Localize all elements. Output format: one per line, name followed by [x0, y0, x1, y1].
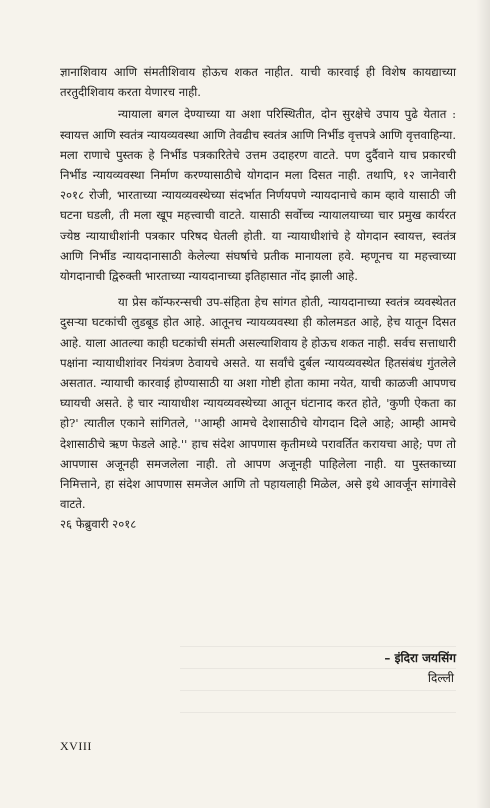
paragraph-press-conference: या प्रेस कॉन्फरन्सची उप-संहिता हेच सांगत होती, न्यायदानाच्या स्वतंत्र व्यवस्थेतत दुसऱ्या घटकांची लुडबूड होत आहे. आतूनच न्यायव्यवस्था ही कोलमडत आहे, हेच यातून दिसत आहे. याला आतल्या काही घटकांची संमती असल्याशिवाय हे होऊच शकत नाही. सर्वच सत्ताधारी पक्षांना न्यायाधीशांवर नियंत्रण ठेवायचे असते. या सर्वांचे दुर्बल न्यायव्यवस्थेत हितसंबंध गुंतलेले असतात. न्यायाची कारवाई होण्यासाठी या अशा गोष्टी होता कामा नयेत, याची काळजी आपणच घ्यायची असते. हे चार न्यायाधीश न्यायव्यवस्थेच्या आतून घंटानाद करत होते, 'कुणी ऐकता का हो?' त्यातील एकाने सांगितले, ''आम्ही आमचे देशासाठीचे योगदान दिले आहे; आम्ही आमचे देशासाठीचे ऋण फेडले आहे.'' हाच संदेश आपणास कृतीमध्ये परावर्तित करायचा आहे; पण तो आपणास अजूनही समजलेला नाही. तो आपण अजूनही पाहिलेला नाही. या पुस्तकाच्या निमित्ताने, हा संदेश आपणास समजेल आणि तो पहायलाही मिळेल, असे इथे आवर्जून सांगावेसे वाटते. — [60, 295, 456, 512]
show-through-line — [180, 712, 456, 713]
author-signature: – इंदिरा जयसिंग — [384, 651, 456, 665]
author-place: दिल्ली — [427, 671, 454, 685]
paragraph-continued: ज्ञानाशिवाय आणि संमतीशिवाय होऊच शकत नाहीत. याची कारवाई ही विशेष कायद्याच्या तरतुदीशिवाय करता येणारच नाही. — [60, 65, 456, 100]
page-number: XVIII — [60, 739, 92, 753]
show-through-line — [180, 690, 456, 691]
page-body-text — [60, 62, 456, 535]
show-through-line — [180, 646, 456, 647]
paragraph-safeguards: न्यायाला बगल देण्याच्या या अशा परिस्थितीत, दोन सुरक्षेचे उपाय पुढे येतात : स्वायत्त आणि स्वतंत्र न्यायव्यवस्था आणि तेवढीच स्वतंत्र आणि निर्भीड वृत्तपत्रे आणि वृत्तवाहिन्या. मला राणाचे पुस्तक हे निर्भीड पत्रकारितेचे उत्तम उदाहरण वाटते. पण दुर्दैवाने याच प्रकारची निर्भीड न्यायव्यवस्था निर्माण करण्यासाठीचे योगदान मला दिसत नाही. तथापि, १२ जानेवारी २०१८ रोजी, भारताच्या न्यायव्यवस्थेच्या संदर्भात निर्णयपणे न्यायदानाचे काम व्हावे यासाठी जी घटना घडली, ती मला खूप महत्त्वाची वाटते. यासाठी सर्वोच्च न्यायालयाच्या चार प्रमुख कार्यरत ज्येष्ठ न्यायाधीशांनी पत्रकार परिषद घेतली होती. या न्यायाधीशांचे हे योगदान स्वायत्त, स्वतंत्र आणि निर्भीड न्यायदानासाठी केलेल्या संघर्षाचे प्रतीक मानायला हवे. म्हणूनच या महत्त्वाच्या योगदानाची द्विरुक्ती भारताच्या न्यायदानाच्या इतिहासात नोंद झाली आहे. — [60, 107, 456, 284]
page-edge-shadow — [476, 0, 490, 808]
date-line: २६ फेब्रुवारी २०१८ — [60, 517, 137, 532]
